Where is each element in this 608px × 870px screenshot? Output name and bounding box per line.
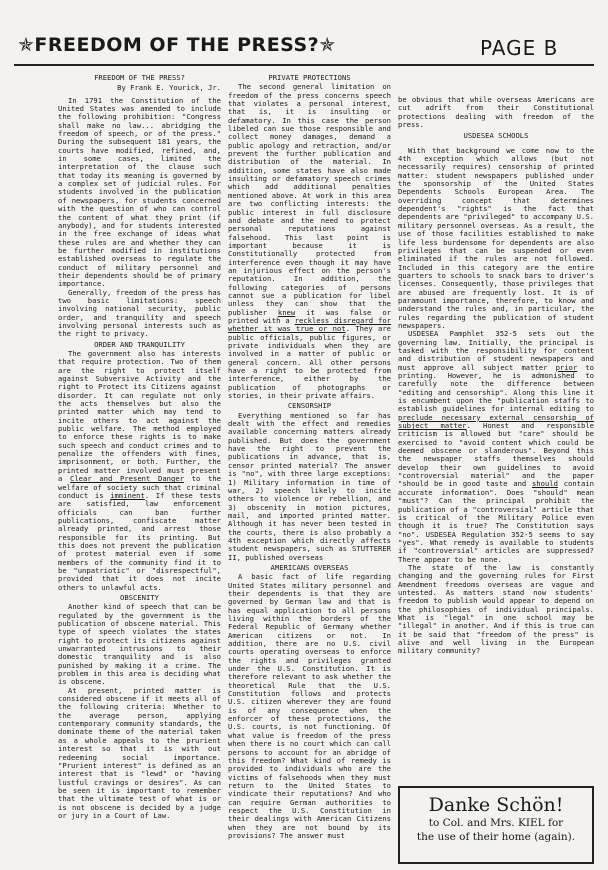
paragraph: With that background we come now to the 4th exception which allows (but not necessarily requires) censorship of printed matter: student newspapers published under the sponsorship of the United States Dependents Schools European Area. The overriding concept that determines dependent's "rights" is the fact that dependents are "privileged" to accompany U.S. military personnel overseas. As a result, the use of those facilities established to make life less burdensome for dependents are also privileges that can be suspended or even eliminated if the rules are not followed. Included in this category are the entire quarters to schools to snack bars to driver's licenses. Consequently, those privileges that are abused are frequently lost. It is of paramount importance, therefore, to know and understand the rules and, in particular, the rules regarding the publication of student newspapers.: [398, 145, 594, 330]
thank-you-line: the use of their home (again).: [416, 831, 576, 843]
section-heading: OBSCENITY: [120, 592, 159, 602]
thank-you-title: Danke Schön!: [428, 794, 564, 816]
section-heading: AMERICANS OVERSEAS: [270, 562, 349, 572]
article-title: FREEDOM OF THE PRESS?: [94, 73, 185, 82]
paragraph: The second general limitation on freedom of the press concerns speech that violates a personal interest, that is, it is insulting or defamatory. In this case the person libeled can sue those responsible and collect money damages, demand a public apology and retraction, and/or prevent the further publication and distribution of the material. In addition, some states have also made insulting or defamatory speech crimes which add additional penalties mentioned above. At work in this area are two conflicting interests: the public interest in full disclosure and debate and the need to protect personal reputations against falsehood. This last point is important because it is Constitutionally protected from interference even though it may have an injurious effect on the person's reputation. In addition, the following categories of persons cannot sue a publication for libel unless they can show that the publisher knew it was false or printed with a reckless disregard for whether it was true or not. They are public officials, public figures, or private individuals when they are involved in a matter of public or general concern. All other persons have a right to be protected from interference, either by the publication of photographs or stories, in their private affairs.: [228, 82, 391, 401]
thank-you-line: to Col. and Mrs. KIEL for: [428, 817, 564, 829]
page-label: PAGE B: [480, 36, 559, 60]
paragraph: be obvious that while overseas Americans are cut adrift from their Constitutional protections dealing with freedom of the press.: [398, 95, 594, 130]
paragraph: The state of the law is constantly changing and the governing rules for First Amendment freedoms overseas are vague and untested. As matters stand now students' freedom to publish would appear to depend on the philosophies of individual principals. What is "legal" in one school may be "illegal" in another. And if this is true can it be said that "freedom of the press" is alive and well living in the European military community?: [398, 562, 594, 656]
paragraph: Another kind of speech that can be regulated by the government is the publication of obscene material. This type of speech violates the states right to protect its citizens against unwarranted intrusions to their domestic tranquility and is also punished by making it a crime. The problem in this area is deciding what is obscene.: [58, 602, 221, 687]
paragraph: A basic fact of life regarding United States military personnel and their dependents is that they are governed by German law and that is has equal application to all persons living within the borders of the Federal Republic of Germany whether American citizens or not. In addition, there are no U.S. civil courts operating overseas to enforce the rights and privileges granted under the U.S. Constitution. It is therefore relevant to ask whether the theoretical Rule that the U.S. Constitution follows and protects U.S. citizen wherever they are found is of any consequence when the enforcer of these protections, the U.S. courts, is not functioning. Of what value is freedom of the press when there is no court which can call persons to account for an abridge of this freedom? What kind of remedy is provided to individuals who are the victims of falsehoods when they must return to the United States to vindicate their reputations? And who can require German authorities to respect the U.S. Constitution in their dealings with American Citizens when they are not bound by its provisions? The answer must: [228, 572, 391, 840]
paragraph: The government also has interests that require protection. Two of them are the right to protect itself against Subversive Activity and the right to Protect its Citizens against disorder. It can regulate not only the acts themselves but also the printed matter which may tend to incite others to act against the public welfare. The method employed to enforce these rights is to make such speech and conduct crimes and to penalize the offenders with fines, imprisonment, or both. Further, the printed matter involved must present a Clear and Present Danger to the welfare of society such that criminal conduct is imminent. If these tests are satisfied, law enforcement officials can ban further publications, confiscate matter already printed, and arrest those responsible for its printing. But this does not prevent the publication of protest material even if some members of the community find it to be "unpatriotic" or "disrespectful", provided that it does not incite others to unlawful acts.: [58, 349, 222, 592]
section-heading: USDESEA SCHOOLS: [463, 131, 529, 141]
paragraph: In 1791 the Constitution of the United States was amended to include the following prohibition: "Congress shall make no law... abridging the freedom of speech, or of the press." During the subsequent 181 years, the courts have modified, refined, and, in some cases, limited the interpretation of the clause such that today its meaning is governed by a complex set of judicial rules. For students involved in the publication of newspapers, for students concerned with the question of who can control the content of what they print (if anybody), and for students interested in the free exchange of ideas what these rules are and whether they can be further modified in institutions established overseas to regulate the conduct of military personnel and their dependents should be of primary importance.: [58, 95, 221, 289]
section-heading: ORDER AND TRANQUILITY: [94, 339, 185, 349]
byline: By Frank E. Yourick, Jr.: [117, 83, 221, 93]
paragraph: USDESEA Pamphlet 352-5 sets out the governing law. Initially, the principal is tasked with the responsibility for content and distribution of student newspapers and must approve all subject matter prior to printing. However, he is admonished to carefully note the difference between "editing and censorship". Along this line it is encumbent upon the "publication staffs to establish guidelines for internal editing to preclude necessary external censorship of subject matter. Honest and responsible criticism is allowed but "care" should be exercised to "avoid content which could be deemed obscene or slanderous". Beyond this the newspaper staffs themselves should develop their own guidelines to avoid "controversial material" and the paper "should be in good taste and should contain accurate information". Does "should" mean "must"? Can the principal prohibit the publication of a "controversial" article that is critical of the Military Police even though it is true? The Constitution says "no". USDESEA Regulation 352-5 seems to say "yes". What remedy is available to students if "controversial" articles are suppressed? There appear to be none.: [398, 329, 594, 564]
column-2: [228, 72, 391, 840]
column-3: [398, 96, 594, 656]
paragraph: At present, printed matter is considered obscene if it meets all of the following criteria: Whether to the average person, applying contemporary community standards, the dominate theme of the material taken as a whole appeals to the prurient interest so that it is with out redeeming social importance. "Prurient interest" is defined as an interest that is "lewd" or "having lustful cravings or desires". As can be seen it is important to remember that the ultimate test of what is or is not obscene is decided by a judge or jury in a Court of Law.: [58, 685, 221, 820]
header-rule: [14, 64, 594, 66]
headline: ✯FREEDOM OF THE PRESS?✯: [18, 34, 336, 56]
section-heading: PRIVATE PROTECTIONS: [268, 73, 351, 82]
section-heading: CENSORSHIP: [287, 401, 332, 411]
paragraph: Everything mentioned so far has dealt with the effect and remedies available concerning matters already published. But does the government have the right to prevent the publications in advance, that is, censor printed material? The answer is "no", with three large exceptions: 1) Military information in time of war, 2) speech likely to incite others to violence or rebellion, and 3) obscenity in motion pictures, mail, and imported printed matter. Although it has never been tested in the courts, there is also probably a 4th exception which directly affects student newspapers, such as STUTTERER II, published overseas: [228, 410, 391, 562]
thank-you-box: [398, 786, 594, 864]
column-1: [58, 72, 221, 820]
paragraph: Generally, freedom of the press has two basic limitations: speech involving national security, public order, and tranquility and speech involving personal interests such as the right to privacy.: [58, 287, 221, 339]
